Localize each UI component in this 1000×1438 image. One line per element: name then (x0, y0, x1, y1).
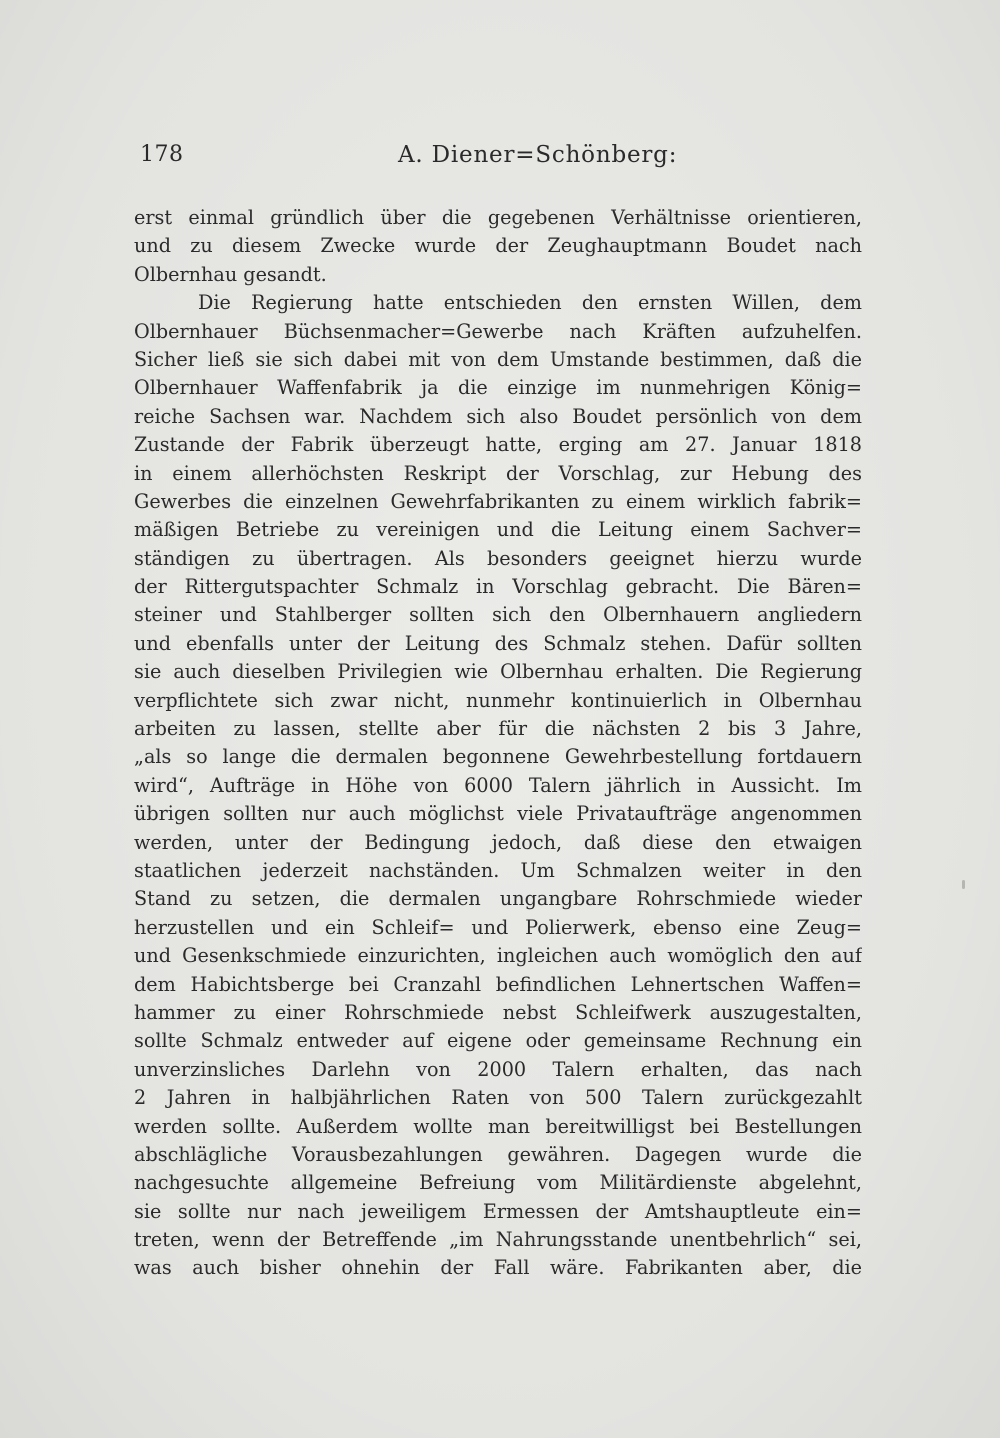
text-line: sie auch dieselben Privilegien wie Olbernhau erhalten. Die Regierung (134, 660, 862, 684)
text-line: Sicher ließ sie sich dabei mit von dem Umstande bestimmen, daß die (134, 347, 862, 371)
body-text (134, 204, 862, 1283)
text-line: Zustande der Fabrik überzeugt hatte, erging am 27. Januar 1818 (134, 433, 862, 457)
text-line: übrigen sollten nur auch möglichst viele Privataufträge angenommen (134, 802, 862, 826)
text-line: staatlichen jederzeit nachständen. Um Schmalzen weiter in den (134, 858, 862, 882)
text-line: „als so lange die dermalen begonnene Gewehrbestellung fortdauern (134, 745, 862, 769)
text-line: abschlägliche Vorausbezahlungen gewähren. Dagegen wurde die (134, 1142, 862, 1166)
page-header (136, 142, 866, 176)
text-line: sollte Schmalz entweder auf eigene oder gemeinsame Rechnung ein (134, 1029, 862, 1053)
text-line: 2 Jahren in halbjährlichen Raten von 500 Talern zurückgezahlt (134, 1086, 862, 1110)
text-line: erst einmal gründlich über die gegebenen Verhältnisse orientieren, (134, 206, 862, 229)
page-number: 178 (140, 142, 184, 167)
text-line: Stand zu setzen, die dermalen ungangbare Rohrschmiede wieder (134, 887, 862, 911)
text-line: werden, unter der Bedingung jedoch, daß diese den etwaigen (134, 830, 862, 854)
text-line: und ebenfalls unter der Leitung des Schmalz stehen. Dafür sollten (134, 631, 862, 655)
running-head: A. Diener=Schönberg: (398, 142, 678, 168)
text-line: und zu diesem Zwecke wurde der Zeughauptmann Boudet nach (134, 234, 862, 258)
text-line: wird“, Aufträge in Höhe von 6000 Talern jährlich in Aussicht. Im (134, 773, 862, 797)
text-line: Gewerbes die einzelnen Gewehrfabrikanten zu einem wirklich fabrik= (134, 489, 862, 513)
text-line: Die Regierung hatte entschieden den ernsten Willen, dem (198, 291, 862, 315)
text-line: herzustellen und ein Schleif= und Polierwerk, ebenso eine Zeug= (134, 915, 862, 939)
text-line: arbeiten zu lassen, stellte aber für die nächsten 2 bis 3 Jahre, (134, 717, 862, 741)
text-line: Olbernhauer Waffenfabrik ja die einzige im nunmehrigen König= (134, 376, 862, 400)
text-line: nachgesuchte allgemeine Befreiung vom Militärdienste abgelehnt, (134, 1171, 862, 1195)
text-line: der Rittergutspachter Schmalz in Vorschlag gebracht. Die Bären= (134, 575, 862, 599)
text-line: Olbernhauer Büchsenmacher=Gewerbe nach Kräften aufzuhelfen. (134, 319, 862, 343)
text-line: steiner und Stahlberger sollten sich den Olbernhauern angliedern (134, 603, 862, 627)
text-line: mäßigen Betriebe zu vereinigen und die Leitung einem Sachver= (134, 518, 862, 542)
text-line: verpflichtete sich zwar nicht, nunmehr kontinuierlich in Olbernhau (134, 688, 862, 712)
text-line: reiche Sachsen war. Nachdem sich also Boudet persönlich von dem (134, 404, 862, 428)
text-line: dem Habichtsberge bei Cranzahl befindlichen Lehnertschen Waffen= (134, 972, 862, 996)
text-line: werden sollte. Außerdem wollte man bereitwilligst bei Bestellungen (134, 1114, 862, 1138)
text-line: sie sollte nur nach jeweiligem Ermessen der Amtshauptleute ein= (134, 1199, 862, 1223)
text-line: unverzinsliches Darlehn von 2000 Talern erhalten, das nach (134, 1057, 862, 1081)
paper-speck (962, 880, 965, 889)
text-line: was auch bisher ohnehin der Fall wäre. Fabrikanten aber, die (134, 1256, 862, 1280)
text-line: und Gesenkschmiede einzurichten, ingleichen auch womöglich den auf (134, 944, 862, 968)
text-line: Olbernhau gesandt. (134, 262, 327, 286)
text-line: in einem allerhöchsten Reskript der Vorschlag, zur Hebung des (134, 461, 862, 485)
text-line: ständigen zu übertragen. Als besonders geeignet hierzu wurde (134, 546, 862, 570)
text-line: treten, wenn der Betreffende „im Nahrungsstande unentbehrlich“ sei, (134, 1228, 862, 1252)
text-line: hammer zu einer Rohrschmiede nebst Schleifwerk auszugestalten, (134, 1000, 862, 1024)
